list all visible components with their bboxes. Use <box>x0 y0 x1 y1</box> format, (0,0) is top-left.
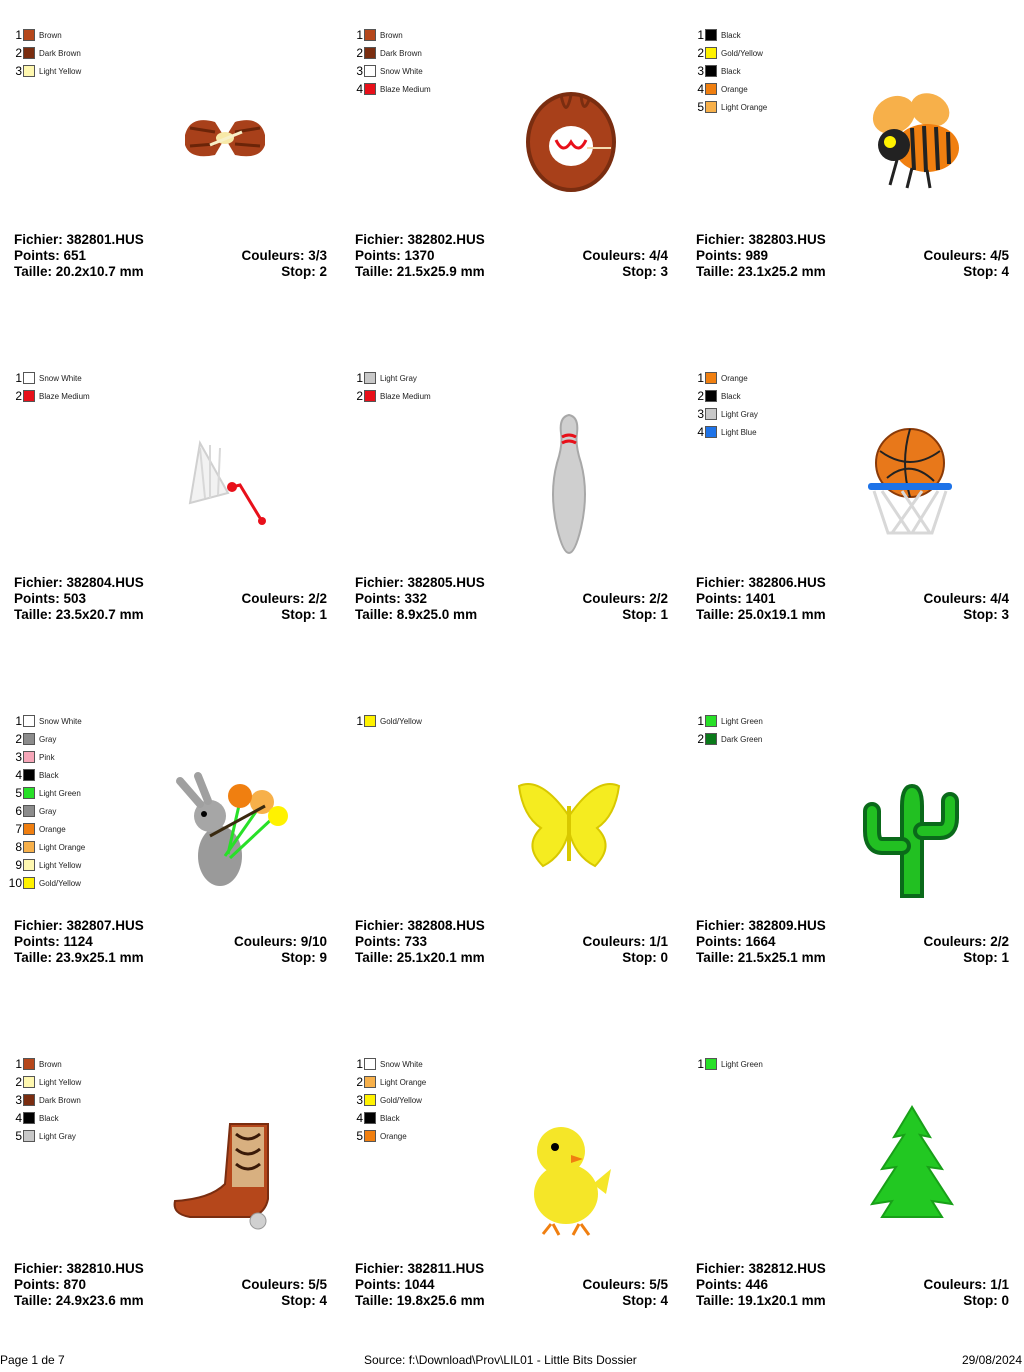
color-swatch <box>364 1076 376 1088</box>
palette-number: 1 <box>697 1057 704 1071</box>
design-card <box>0 343 341 686</box>
file-name: Fichier: 382804.HUS <box>14 575 144 590</box>
palette-number: 2 <box>15 732 22 746</box>
stitch-points: Points: 1401 <box>696 591 776 606</box>
color-name: Gold/Yellow <box>380 716 422 726</box>
palette-entry <box>349 1109 426 1127</box>
color-count: Couleurs: 2/2 <box>923 934 1009 949</box>
color-count: Couleurs: 4/4 <box>582 248 668 263</box>
palette-entry <box>8 766 85 784</box>
palette-number: 5 <box>15 1129 22 1143</box>
color-name: Dark Green <box>721 734 763 744</box>
design-info <box>355 918 668 966</box>
color-name: Orange <box>39 824 66 834</box>
color-palette <box>349 369 431 405</box>
stitch-points: Points: 870 <box>14 1277 87 1292</box>
color-name: Black <box>39 1113 59 1123</box>
design-info <box>14 232 327 280</box>
palette-entry <box>690 62 767 80</box>
color-palette <box>349 26 431 98</box>
palette-entry <box>690 44 767 62</box>
stop-count: Stop: 0 <box>622 950 668 965</box>
color-swatch <box>23 751 35 763</box>
color-swatch <box>705 733 717 745</box>
palette-entry <box>349 1091 426 1109</box>
file-name: Fichier: 382812.HUS <box>696 1261 826 1276</box>
color-swatch <box>364 83 376 95</box>
color-count: Couleurs: 1/1 <box>582 934 668 949</box>
color-name: Orange <box>721 84 748 94</box>
color-palette <box>8 369 90 405</box>
palette-entry <box>8 784 85 802</box>
palette-entry <box>8 26 81 44</box>
palette-number: 3 <box>356 64 363 78</box>
color-swatch <box>23 787 35 799</box>
palette-entry <box>8 856 85 874</box>
color-palette <box>690 712 763 748</box>
palette-number: 2 <box>697 389 704 403</box>
design-info <box>696 575 1009 623</box>
color-swatch <box>705 1058 717 1070</box>
palette-entry <box>8 730 85 748</box>
color-name: Gold/Yellow <box>380 1095 422 1105</box>
palette-entry <box>690 369 758 387</box>
palette-entry <box>349 62 431 80</box>
design-card <box>0 686 341 1029</box>
color-swatch <box>23 769 35 781</box>
palette-number: 2 <box>15 46 22 60</box>
file-name: Fichier: 382803.HUS <box>696 232 826 247</box>
color-swatch <box>705 65 717 77</box>
palette-entry <box>349 1055 426 1073</box>
color-swatch <box>23 372 35 384</box>
design-size: Taille: 19.8x25.6 mm <box>355 1293 485 1308</box>
color-swatch <box>23 823 35 835</box>
color-swatch <box>364 715 376 727</box>
color-palette <box>8 1055 81 1145</box>
design-card <box>682 0 1023 343</box>
palette-entry <box>8 387 90 405</box>
color-name: Blaze Medium <box>39 391 90 401</box>
stitch-points: Points: 1044 <box>355 1277 435 1292</box>
color-count: Couleurs: 2/2 <box>241 591 327 606</box>
color-count: Couleurs: 3/3 <box>241 248 327 263</box>
palette-number: 2 <box>697 46 704 60</box>
color-name: Light Orange <box>721 102 768 112</box>
stop-count: Stop: 0 <box>963 1293 1009 1308</box>
color-name: Gold/Yellow <box>721 48 763 58</box>
color-name: Light Gray <box>380 373 417 383</box>
design-card <box>0 1029 341 1372</box>
palette-number: 1 <box>15 28 22 42</box>
color-name: Light Blue <box>721 427 757 437</box>
palette-entry <box>8 748 85 766</box>
stop-count: Stop: 4 <box>281 1293 327 1308</box>
design-info <box>696 1261 1009 1309</box>
palette-entry <box>690 405 758 423</box>
color-name: Orange <box>721 373 748 383</box>
color-swatch <box>364 372 376 384</box>
tree-embroidery-image <box>812 1089 1002 1249</box>
stitch-points: Points: 989 <box>696 248 769 263</box>
page-footer <box>0 1353 1024 1370</box>
palette-number: 1 <box>697 714 704 728</box>
color-swatch <box>23 1058 35 1070</box>
color-name: Black <box>39 770 59 780</box>
design-size: Taille: 23.5x20.7 mm <box>14 607 144 622</box>
color-swatch <box>23 65 35 77</box>
source-path: Source: f:\Download\Prov\LIL01 - Little Bits Dossier <box>364 1353 637 1367</box>
color-name: Black <box>721 391 741 401</box>
chick-embroidery-image <box>471 1089 661 1249</box>
palette-entry <box>8 369 90 387</box>
color-count: Couleurs: 1/1 <box>923 1277 1009 1292</box>
palette-number: 1 <box>15 371 22 385</box>
stop-count: Stop: 3 <box>963 607 1009 622</box>
color-name: Brown <box>39 30 62 40</box>
color-swatch <box>364 1058 376 1070</box>
color-swatch <box>23 877 35 889</box>
color-name: Snow White <box>39 373 82 383</box>
palette-number: 1 <box>697 28 704 42</box>
color-name: Pink <box>39 752 55 762</box>
palette-number: 4 <box>356 82 363 96</box>
color-name: Light Green <box>721 716 763 726</box>
stop-count: Stop: 1 <box>622 607 668 622</box>
palette-number: 2 <box>15 389 22 403</box>
file-name: Fichier: 382808.HUS <box>355 918 485 933</box>
stop-count: Stop: 4 <box>963 264 1009 279</box>
palette-entry <box>349 712 422 730</box>
color-name: Blaze Medium <box>380 391 431 401</box>
design-size: Taille: 19.1x20.1 mm <box>696 1293 826 1308</box>
file-name: Fichier: 382809.HUS <box>696 918 826 933</box>
color-name: Light Gray <box>39 1131 76 1141</box>
color-name: Gray <box>39 806 57 816</box>
palette-entry <box>349 44 431 62</box>
stitch-points: Points: 332 <box>355 591 428 606</box>
file-name: Fichier: 382805.HUS <box>355 575 485 590</box>
file-name: Fichier: 382807.HUS <box>14 918 144 933</box>
palette-number: 3 <box>15 64 22 78</box>
color-swatch <box>705 29 717 41</box>
design-info <box>14 575 327 623</box>
bunny-embroidery-image <box>130 746 320 906</box>
color-palette <box>690 369 758 441</box>
color-swatch <box>364 65 376 77</box>
color-swatch <box>705 426 717 438</box>
color-count: Couleurs: 5/5 <box>241 1277 327 1292</box>
palette-number: 5 <box>356 1129 363 1143</box>
palette-entry <box>8 1127 81 1145</box>
palette-entry <box>8 1091 81 1109</box>
palette-number: 9 <box>15 858 22 872</box>
color-name: Dark Brown <box>39 1095 81 1105</box>
color-name: Dark Brown <box>380 48 422 58</box>
file-name: Fichier: 382801.HUS <box>14 232 144 247</box>
color-swatch <box>23 841 35 853</box>
color-name: Black <box>380 1113 400 1123</box>
palette-number: 10 <box>8 876 22 890</box>
stop-count: Stop: 1 <box>281 607 327 622</box>
palette-number: 3 <box>697 407 704 421</box>
design-card <box>0 0 341 343</box>
stitch-points: Points: 1124 <box>14 934 93 949</box>
shuttlecock-embroidery-image <box>130 403 320 563</box>
color-name: Black <box>721 30 741 40</box>
bee-embroidery-image <box>812 60 1002 220</box>
stop-count: Stop: 2 <box>281 264 327 279</box>
palette-number: 1 <box>15 714 22 728</box>
stitch-points: Points: 446 <box>696 1277 769 1292</box>
palette-number: 1 <box>15 1057 22 1071</box>
palette-number: 1 <box>356 1057 363 1071</box>
color-name: Black <box>721 66 741 76</box>
design-card <box>682 1029 1023 1372</box>
pin-embroidery-image <box>471 403 661 563</box>
color-name: Dark Brown <box>39 48 81 58</box>
palette-number: 1 <box>356 714 363 728</box>
palette-entry <box>8 820 85 838</box>
design-card <box>341 686 682 1029</box>
design-size: Taille: 25.0x19.1 mm <box>696 607 826 622</box>
color-name: Gray <box>39 734 57 744</box>
stitch-points: Points: 1370 <box>355 248 435 263</box>
palette-entry <box>8 62 81 80</box>
palette-number: 2 <box>356 46 363 60</box>
design-size: Taille: 23.9x25.1 mm <box>14 950 144 965</box>
glove-embroidery-image <box>471 60 661 220</box>
color-name: Light Orange <box>380 1077 427 1087</box>
design-size: Taille: 24.9x23.6 mm <box>14 1293 144 1308</box>
color-palette <box>349 1055 426 1145</box>
stitch-points: Points: 503 <box>14 591 87 606</box>
boot-embroidery-image <box>130 1089 320 1249</box>
palette-entry <box>690 80 767 98</box>
palette-number: 3 <box>15 750 22 764</box>
stitch-points: Points: 733 <box>355 934 428 949</box>
palette-number: 4 <box>356 1111 363 1125</box>
color-swatch <box>23 805 35 817</box>
color-swatch <box>23 859 35 871</box>
palette-entry <box>349 1127 426 1145</box>
palette-number: 6 <box>15 804 22 818</box>
color-swatch <box>705 408 717 420</box>
palette-entry <box>690 730 763 748</box>
palette-entry <box>690 423 758 441</box>
color-name: Light Yellow <box>39 1077 82 1087</box>
palette-number: 1 <box>356 371 363 385</box>
color-swatch <box>705 372 717 384</box>
palette-entry <box>690 26 767 44</box>
stop-count: Stop: 3 <box>622 264 668 279</box>
color-swatch <box>364 1112 376 1124</box>
color-swatch <box>364 1094 376 1106</box>
color-name: Light Yellow <box>39 860 82 870</box>
color-name: Light Green <box>39 788 81 798</box>
palette-entry <box>690 1055 763 1073</box>
palette-number: 2 <box>15 1075 22 1089</box>
palette-number: 1 <box>697 371 704 385</box>
palette-number: 2 <box>356 389 363 403</box>
color-swatch <box>705 83 717 95</box>
design-card <box>341 343 682 686</box>
color-swatch <box>705 715 717 727</box>
palette-entry <box>349 369 431 387</box>
color-name: Snow White <box>380 1059 423 1069</box>
stop-count: Stop: 9 <box>281 950 327 965</box>
design-info <box>355 1261 668 1309</box>
page-number: Page 1 de 7 <box>0 1353 65 1367</box>
stop-count: Stop: 4 <box>622 1293 668 1308</box>
palette-entry <box>8 1109 81 1127</box>
print-date: 29/08/2024 <box>961 1353 1022 1367</box>
color-swatch <box>705 47 717 59</box>
color-swatch <box>23 1094 35 1106</box>
design-info <box>696 232 1009 280</box>
cactus-embroidery-image <box>812 746 1002 906</box>
file-name: Fichier: 382810.HUS <box>14 1261 144 1276</box>
color-name: Snow White <box>380 66 423 76</box>
palette-number: 4 <box>697 82 704 96</box>
color-name: Snow White <box>39 716 82 726</box>
color-swatch <box>364 29 376 41</box>
basket-embroidery-image <box>812 403 1002 563</box>
color-swatch <box>23 47 35 59</box>
palette-entry <box>8 802 85 820</box>
color-swatch <box>23 1076 35 1088</box>
color-name: Light Green <box>721 1059 763 1069</box>
design-size: Taille: 21.5x25.1 mm <box>696 950 826 965</box>
palette-entry <box>349 26 431 44</box>
palette-entry <box>8 712 85 730</box>
color-swatch <box>705 101 717 113</box>
design-size: Taille: 20.2x10.7 mm <box>14 264 144 279</box>
color-name: Light Yellow <box>39 66 82 76</box>
color-swatch <box>23 733 35 745</box>
palette-number: 5 <box>15 786 22 800</box>
color-swatch <box>705 390 717 402</box>
palette-entry <box>349 387 431 405</box>
butterfly-embroidery-image <box>471 746 661 906</box>
color-swatch <box>23 390 35 402</box>
color-name: Light Orange <box>39 842 86 852</box>
palette-entry <box>8 874 85 892</box>
palette-number: 4 <box>697 425 704 439</box>
file-name: Fichier: 382811.HUS <box>355 1261 485 1276</box>
design-size: Taille: 21.5x25.9 mm <box>355 264 485 279</box>
palette-number: 3 <box>356 1093 363 1107</box>
color-palette <box>690 26 767 116</box>
color-count: Couleurs: 2/2 <box>582 591 668 606</box>
color-swatch <box>364 390 376 402</box>
palette-number: 4 <box>15 1111 22 1125</box>
palette-number: 2 <box>356 1075 363 1089</box>
color-palette <box>8 26 81 80</box>
file-name: Fichier: 382806.HUS <box>696 575 826 590</box>
design-card <box>341 1029 682 1372</box>
color-name: Light Gray <box>721 409 758 419</box>
color-name: Brown <box>380 30 403 40</box>
design-card <box>341 0 682 343</box>
bowtie-embroidery-image <box>130 60 320 220</box>
design-card <box>682 343 1023 686</box>
color-swatch <box>364 47 376 59</box>
color-count: Couleurs: 4/5 <box>923 248 1009 263</box>
palette-entry <box>8 44 81 62</box>
stitch-points: Points: 1664 <box>696 934 776 949</box>
color-name: Brown <box>39 1059 62 1069</box>
color-swatch <box>23 1130 35 1142</box>
color-palette <box>8 712 85 892</box>
palette-entry <box>8 1055 81 1073</box>
palette-number: 7 <box>15 822 22 836</box>
palette-number: 2 <box>697 732 704 746</box>
color-name: Gold/Yellow <box>39 878 81 888</box>
palette-number: 8 <box>15 840 22 854</box>
color-name: Blaze Medium <box>380 84 431 94</box>
design-info <box>696 918 1009 966</box>
design-size: Taille: 8.9x25.0 mm <box>355 607 478 622</box>
design-size: Taille: 25.1x20.1 mm <box>355 950 485 965</box>
palette-number: 1 <box>356 28 363 42</box>
design-info <box>14 918 327 966</box>
file-name: Fichier: 382802.HUS <box>355 232 485 247</box>
design-info <box>355 232 668 280</box>
palette-entry <box>690 98 767 116</box>
design-size: Taille: 23.1x25.2 mm <box>696 264 826 279</box>
color-palette <box>349 712 422 730</box>
palette-entry <box>8 838 85 856</box>
palette-number: 5 <box>697 100 704 114</box>
palette-entry <box>349 80 431 98</box>
stop-count: Stop: 1 <box>963 950 1009 965</box>
color-count: Couleurs: 4/4 <box>923 591 1009 606</box>
palette-entry <box>690 387 758 405</box>
palette-number: 3 <box>697 64 704 78</box>
color-swatch <box>23 1112 35 1124</box>
design-info <box>14 1261 327 1309</box>
color-swatch <box>23 29 35 41</box>
stitch-points: Points: 651 <box>14 248 87 263</box>
color-count: Couleurs: 9/10 <box>233 934 327 949</box>
color-name: Orange <box>380 1131 407 1141</box>
palette-entry <box>349 1073 426 1091</box>
design-info <box>355 575 668 623</box>
palette-entry <box>690 712 763 730</box>
color-swatch <box>364 1130 376 1142</box>
color-swatch <box>23 715 35 727</box>
design-card <box>682 686 1023 1029</box>
palette-number: 4 <box>15 768 22 782</box>
palette-entry <box>8 1073 81 1091</box>
color-count: Couleurs: 5/5 <box>582 1277 668 1292</box>
palette-number: 3 <box>15 1093 22 1107</box>
color-palette <box>690 1055 763 1073</box>
